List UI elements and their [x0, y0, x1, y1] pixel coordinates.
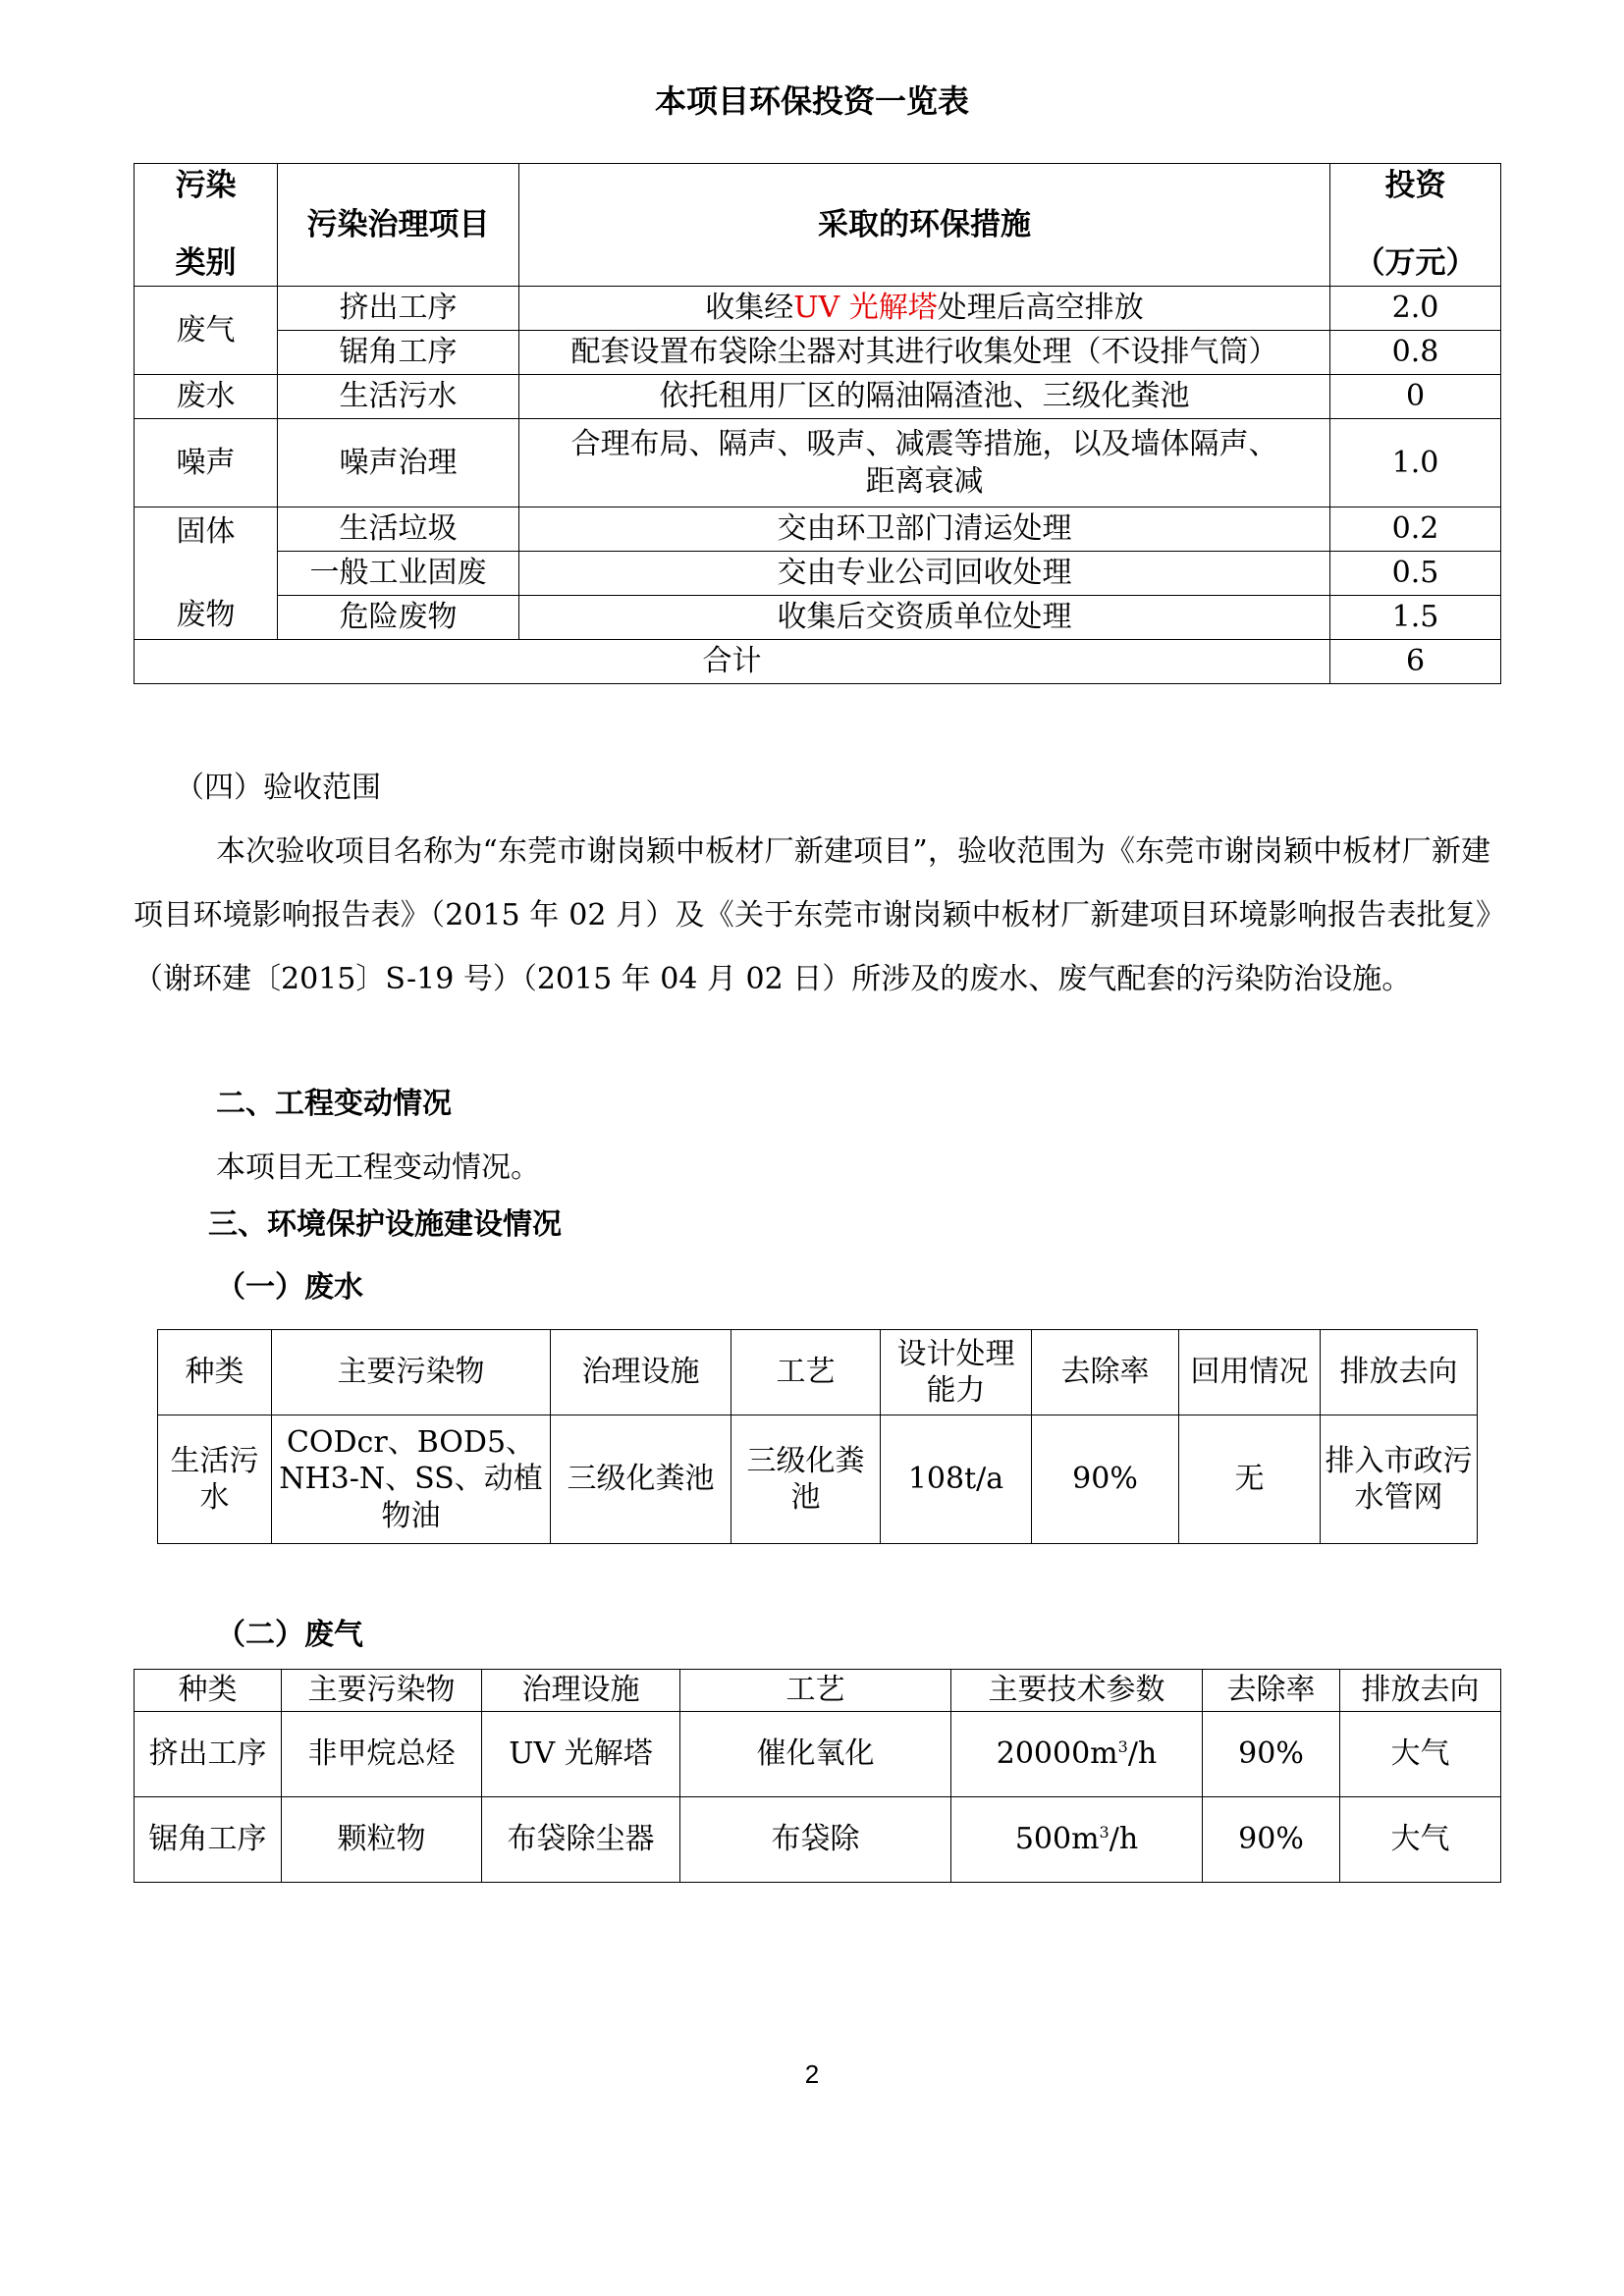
- investment-cell: 0.5: [1330, 552, 1501, 596]
- table-header-row: [135, 1670, 1501, 1712]
- header-cell: 工艺: [680, 1670, 951, 1712]
- total-value: 6: [1330, 640, 1501, 684]
- section-scope-heading: （四）验收范围: [175, 771, 381, 805]
- investment-table: [134, 163, 1501, 684]
- facility-cell: UV 光解塔: [482, 1712, 680, 1797]
- measures-cell: 收集经UV 光解塔处理后高空排放: [519, 287, 1330, 331]
- header-cell: 去除率: [1203, 1670, 1340, 1712]
- item-cell: 锯角工序: [278, 331, 519, 375]
- pollutant-cell: 颗粒物: [282, 1797, 482, 1883]
- reuse-cell: 无: [1179, 1415, 1321, 1544]
- measures-cell: 交由专业公司回收处理: [519, 552, 1330, 596]
- wastegas-subheading: （二）废气: [216, 1618, 363, 1652]
- investment-cell: 1.5: [1330, 596, 1501, 640]
- wastewater-subheading: （一）废水: [216, 1270, 363, 1305]
- header-cell: 设计处理能力: [881, 1330, 1032, 1415]
- discharge-cell: 大气: [1340, 1797, 1501, 1883]
- header-cell: 工艺: [731, 1330, 881, 1415]
- header-item: 污染治理项目: [278, 164, 519, 287]
- investment-cell: 1.0: [1330, 419, 1501, 507]
- item-cell: 一般工业固废: [278, 552, 519, 596]
- wastewater-table: [157, 1329, 1478, 1544]
- param-cell: $20000m^3/h$: [951, 1712, 1203, 1797]
- capacity-cell: 108t/a: [881, 1415, 1032, 1544]
- header-investment: 投资 （万元）: [1330, 164, 1501, 287]
- table-header-row: [158, 1330, 1478, 1415]
- page-number: 2: [804, 2059, 820, 2089]
- table-row: [135, 1797, 1501, 1883]
- total-label: 合计: [135, 640, 1330, 684]
- wastegas-table: [134, 1669, 1501, 1883]
- measures-cell: 依托租用厂区的隔油隔渣池、三级化粪池: [519, 375, 1330, 419]
- header-cell: 治理设施: [482, 1670, 680, 1712]
- header-cell: 主要污染物: [282, 1670, 482, 1712]
- header-cell: 去除率: [1032, 1330, 1179, 1415]
- table-row: [135, 596, 1501, 640]
- header-category: 污染 类别: [135, 164, 278, 287]
- category-cell: 固体 废物: [135, 507, 278, 640]
- table-row: [135, 287, 1501, 331]
- section-scope-paragraph: 本次验收项目名称为“东莞市谢岗颖中板材厂新建项目”，验收范围为《东莞市谢岗颖中板材厂新建项目环境影响报告表》（2015 年 02 月）及《关于东莞市谢岗颖中板材厂新建项目环境影响报告表批复》（谢环建〔2015〕S-19 号）（2015 年 04 月 02 日）所涉及的废水、废气配套的污染防治设施。: [134, 834, 1490, 996]
- measures-cell: 配套设置布袋除尘器对其进行收集处理（不设排气筒）: [519, 331, 1330, 375]
- item-cell: 噪声治理: [278, 419, 519, 507]
- pollutant-cell: CODcr、BOD5、NH3-N、SS、动植物油: [272, 1415, 551, 1544]
- measures-cell: 合理布局、隔声、吸声、减震等措施，以及墙体隔声、 距离衰减: [519, 419, 1330, 507]
- investment-cell: 0.8: [1330, 331, 1501, 375]
- header-cell: 主要污染物: [272, 1330, 551, 1415]
- measures-cell: 交由环卫部门清运处理: [519, 507, 1330, 552]
- header-cell: 排放去向: [1321, 1330, 1478, 1415]
- header-cell: 治理设施: [551, 1330, 731, 1415]
- facility-cell: 三级化粪池: [551, 1415, 731, 1544]
- item-cell: 危险废物: [278, 596, 519, 640]
- investment-cell: 0: [1330, 375, 1501, 419]
- removal-cell: 90%: [1203, 1712, 1340, 1797]
- category-cell: 废水: [135, 375, 278, 419]
- process-cell: 催化氧化: [680, 1712, 951, 1797]
- table-row: [135, 1712, 1501, 1797]
- type-cell: 挤出工序: [135, 1712, 282, 1797]
- table-row: [135, 419, 1501, 507]
- section-three-heading: 三、环境保护设施建设情况: [208, 1207, 562, 1242]
- facility-cell: 布袋除尘器: [482, 1797, 680, 1883]
- measures-cell: 收集后交资质单位处理: [519, 596, 1330, 640]
- table-row: [135, 552, 1501, 596]
- investment-cell: 0.2: [1330, 507, 1501, 552]
- header-cell: 主要技术参数: [951, 1670, 1203, 1712]
- type-cell: 锯角工序: [135, 1797, 282, 1883]
- table-row: [135, 507, 1501, 552]
- item-cell: 挤出工序: [278, 287, 519, 331]
- item-cell: 生活垃圾: [278, 507, 519, 552]
- discharge-cell: 排入市政污水管网: [1321, 1415, 1478, 1544]
- section-two-paragraph: 本项目无工程变动情况。: [216, 1150, 540, 1185]
- category-cell: 废气: [135, 287, 278, 375]
- discharge-cell: 大气: [1340, 1712, 1501, 1797]
- param-cell: $500m^3/h$: [951, 1797, 1203, 1883]
- removal-cell: 90%: [1203, 1797, 1340, 1883]
- category-cell: 噪声: [135, 419, 278, 507]
- section-two-heading: 二、工程变动情况: [216, 1087, 452, 1121]
- header-cell: 回用情况: [1179, 1330, 1321, 1415]
- header-cell: 排放去向: [1340, 1670, 1501, 1712]
- type-cell: 生活污水: [158, 1415, 272, 1544]
- process-cell: 三级化粪池: [731, 1415, 881, 1544]
- process-cell: 布袋除: [680, 1797, 951, 1883]
- investment-cell: 2.0: [1330, 287, 1501, 331]
- table-row: [158, 1415, 1478, 1544]
- header-cell: 种类: [135, 1670, 282, 1712]
- pollutant-cell: 非甲烷总烃: [282, 1712, 482, 1797]
- highlighted-text: UV 光解塔: [793, 291, 938, 326]
- header-measures: 采取的环保措施: [519, 164, 1330, 287]
- removal-cell: 90%: [1032, 1415, 1179, 1544]
- header-cell: 种类: [158, 1330, 272, 1415]
- page-title: 本项目环保投资一览表: [654, 82, 969, 120]
- total-row: [135, 640, 1501, 684]
- table-row: [135, 375, 1501, 419]
- table-header-row: [135, 164, 1501, 287]
- item-cell: 生活污水: [278, 375, 519, 419]
- table-row: [135, 331, 1501, 375]
